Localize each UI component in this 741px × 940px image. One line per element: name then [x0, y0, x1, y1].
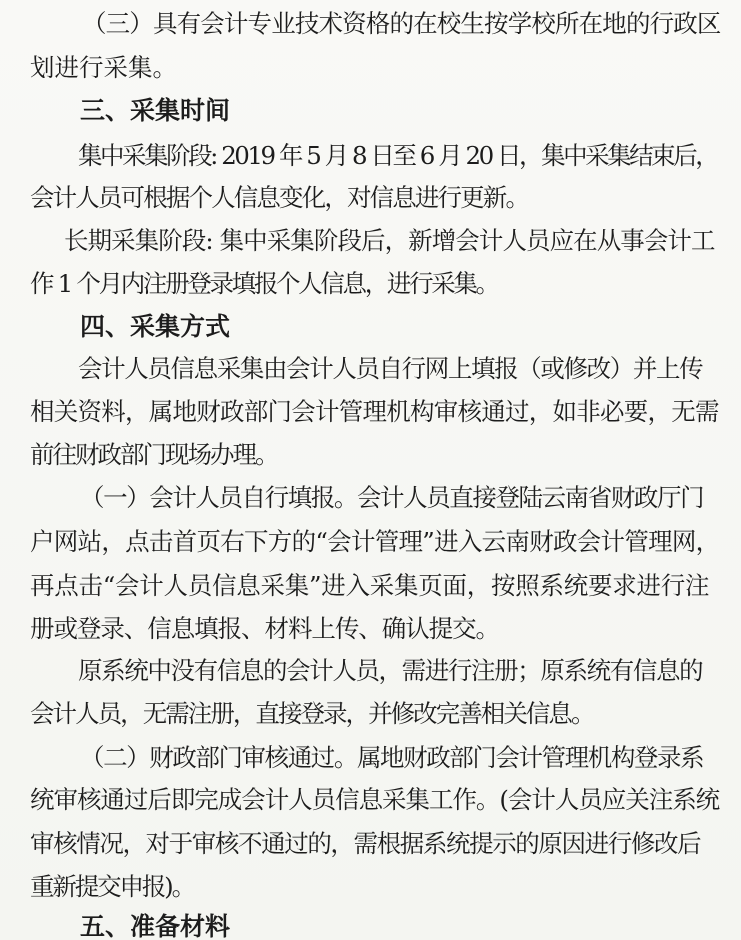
- section-heading: 五、准备材料: [80, 912, 231, 940]
- paragraph-line: 再点击“会计人员信息采集”进入采集页面，按照系统要求进行注: [30, 571, 710, 600]
- paragraph-line: （二）财政部门审核通过。属地财政部门会计管理机构登录系: [80, 743, 704, 772]
- section-heading: 三、采集时间: [80, 96, 231, 125]
- paragraph-line: （三）具有会计专业技术资格的在校生按学校所在地的行政区: [82, 9, 721, 38]
- paragraph-line: 重新提交申报)。: [30, 872, 194, 901]
- paragraph-line: 作 1 个月内注册登录填报个人信息，进行采集。: [30, 269, 498, 298]
- paragraph-line: 长期采集阶段: 集中采集阶段后，新增会计人员应在从事会计工: [64, 226, 715, 255]
- paragraph-line: 审核情况，对于审核不通过的，需根据系统提示的原因进行修改后: [30, 829, 701, 858]
- paragraph-line: 划进行采集。: [30, 53, 177, 82]
- paragraph-line: 原系统中没有信息的会计人员，需进行注册；原系统有信息的: [78, 656, 703, 685]
- paragraph-line: 会计人员可根据个人信息变化，对信息进行更新。: [30, 183, 529, 212]
- paragraph-line: 集中采集阶段: 2019 年 5 月 8 日至 6 月 20 日，集中采集结束后，: [78, 141, 718, 170]
- paragraph-line: 会计人员，无需注册，直接登录，并修改完善相关信息。: [30, 699, 594, 728]
- paragraph-line: 册或登录、信息填报、材料上传、确认提交。: [30, 614, 499, 643]
- paragraph-line: （一）会计人员自行填报。会计人员直接登陆云南省财政厅门: [80, 483, 704, 512]
- paragraph-line: 统审核通过后即完成会计人员信息采集工作。(会计人员应关注系统: [30, 785, 720, 814]
- section-heading: 四、采集方式: [80, 312, 231, 341]
- paragraph-line: 相关资料，属地财政部门会计管理机构审核通过，如非必要，无需: [30, 397, 719, 426]
- paragraph-line: 会计人员信息采集由会计人员自行网上填报（或修改）并上传: [78, 354, 703, 383]
- paragraph-line: 户网站，点击首页右下方的“会计管理”进入云南财政会计管理网，: [30, 527, 720, 556]
- paragraph-line: 前往财政部门现场办理。: [30, 440, 278, 469]
